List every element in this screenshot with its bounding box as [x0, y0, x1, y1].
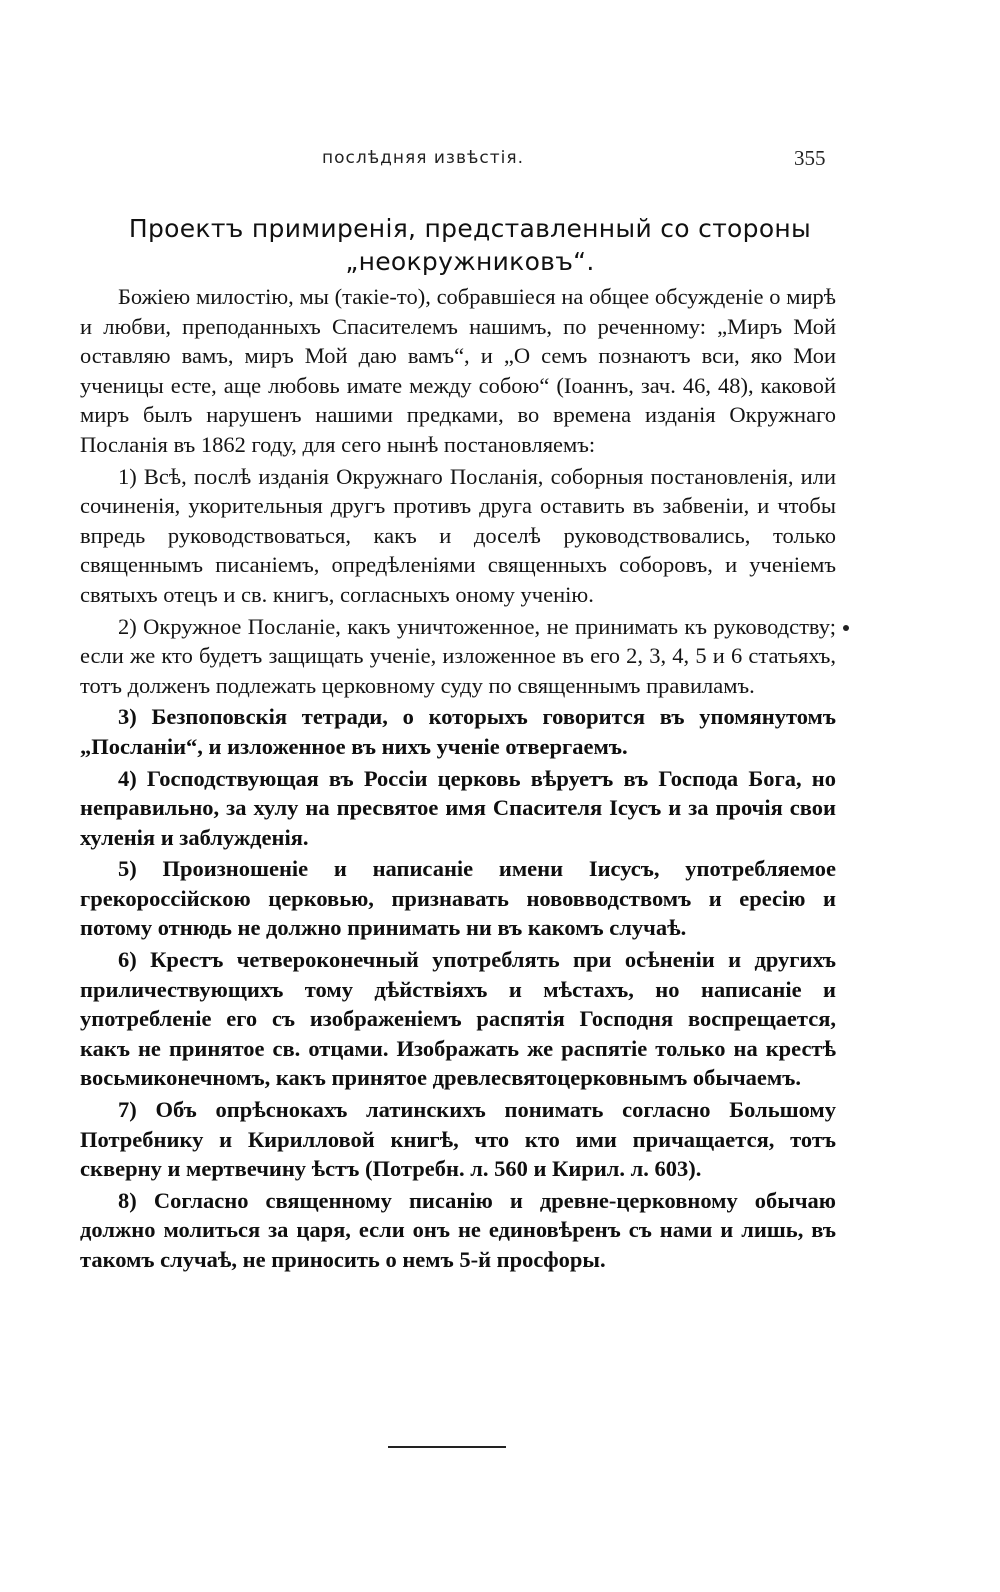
- paragraph-article-3: 3) Безпоповскія тетради, о которыхъ говорится въ упомянутомъ „Посланіи“, и изложенное въ нихъ ученіе отвергаемъ.: [80, 704, 836, 759]
- margin-mark: [843, 625, 849, 631]
- paragraph-article-2: 2) Окружное Посланіе, какъ уничтоженное, не принимать къ руководству; если же кто будетъ защищать ученіе, изложенное въ его 2, 3, 4, 5 и 6 статьяхъ, тотъ долженъ подлежать церковному суду по священнымъ правиламъ.: [80, 613, 836, 698]
- paragraph-preamble: Божіею милостію, мы (такіе-то), собравшіеся на общее обсужденіе о мирѣ и любви, преподанныхъ Спасителемъ нашимъ, по реченному: „Миръ Мой оставляю вамъ, миръ Мой даю вамъ“, и „О семъ познаютъ вси, яко Мои ученицы есте, аще любовь имате между собою“ (Іоаннъ, зач. 46, 48), каковой миръ былъ нарушенъ нашими предками, во времена изданія Окружнаго Посланія въ 1862 году, для сего нынѣ постановляемъ:: [80, 284, 836, 457]
- running-title: послѣдняя извѣстія.: [322, 148, 525, 168]
- article-body: [80, 282, 836, 1277]
- closing-rule: [388, 1446, 506, 1448]
- paragraph-article-7: 7) Объ опрѣснокахъ латинскихъ понимать согласно Большому Потребнику и Кирилловой книгѣ, что кто ими причащается, тотъ скверну и мертвечину ѣстъ (Потребн. л. 560 и Кирил. л. 603).: [80, 1097, 836, 1182]
- paragraph-article-5: 5) Произношеніе и написаніе имени Іисусъ, употребляемое грекороссійскою церковью, признавать нововводствомъ и ересію и потому отнюдь не должно принимать ни въ какомъ случаѣ.: [80, 856, 836, 941]
- page-number: 355: [794, 146, 826, 170]
- paragraph-article-8: 8) Согласно священному писанію и древне-церковному обычаю должно молиться за царя, если онъ не единовѣренъ съ нами и лишь, въ такомъ случаѣ, не приносить о немъ 5-й просфоры.: [80, 1187, 836, 1272]
- paragraph-article-1: 1) Всѣ, послѣ изданія Окружнаго Посланія, соборныя постановленія, или сочиненія, укорительныя другъ противъ друга оставить въ забвеніи, и чтобы впредь руководствоваться, какъ и доселѣ руководствовались, только священнымъ писаніемъ, опредѣленіями священныхъ соборовъ, и ученіемъ святыхъ отецъ и св. книгъ, согласныхъ оному ученію.: [80, 463, 836, 607]
- paragraph-article-6: 6) Крестъ четвероконечный употреблять при осѣненіи и другихъ приличествующихъ тому дѣйствіяхъ и мѣстахъ, но написаніе и употребленіе его съ изображеніемъ распятія Господня воспрещается, какъ не принятое св. отцами. Изображать же распятіе только на крестѣ восьмиконечномъ, какъ принятое древлесвятоцерковнымъ обычаемъ.: [80, 947, 836, 1091]
- article-title: Проектъ примиренія, представленный со стороны „неокружниковъ“.: [128, 214, 812, 276]
- paragraph-article-4: 4) Господствующая въ Россіи церковь вѣруетъ въ Господа Бога, но неправильно, за хулу на пресвятое имя Спасителя Ісусъ и за прочія свои хуленія и заблужденія.: [80, 765, 836, 850]
